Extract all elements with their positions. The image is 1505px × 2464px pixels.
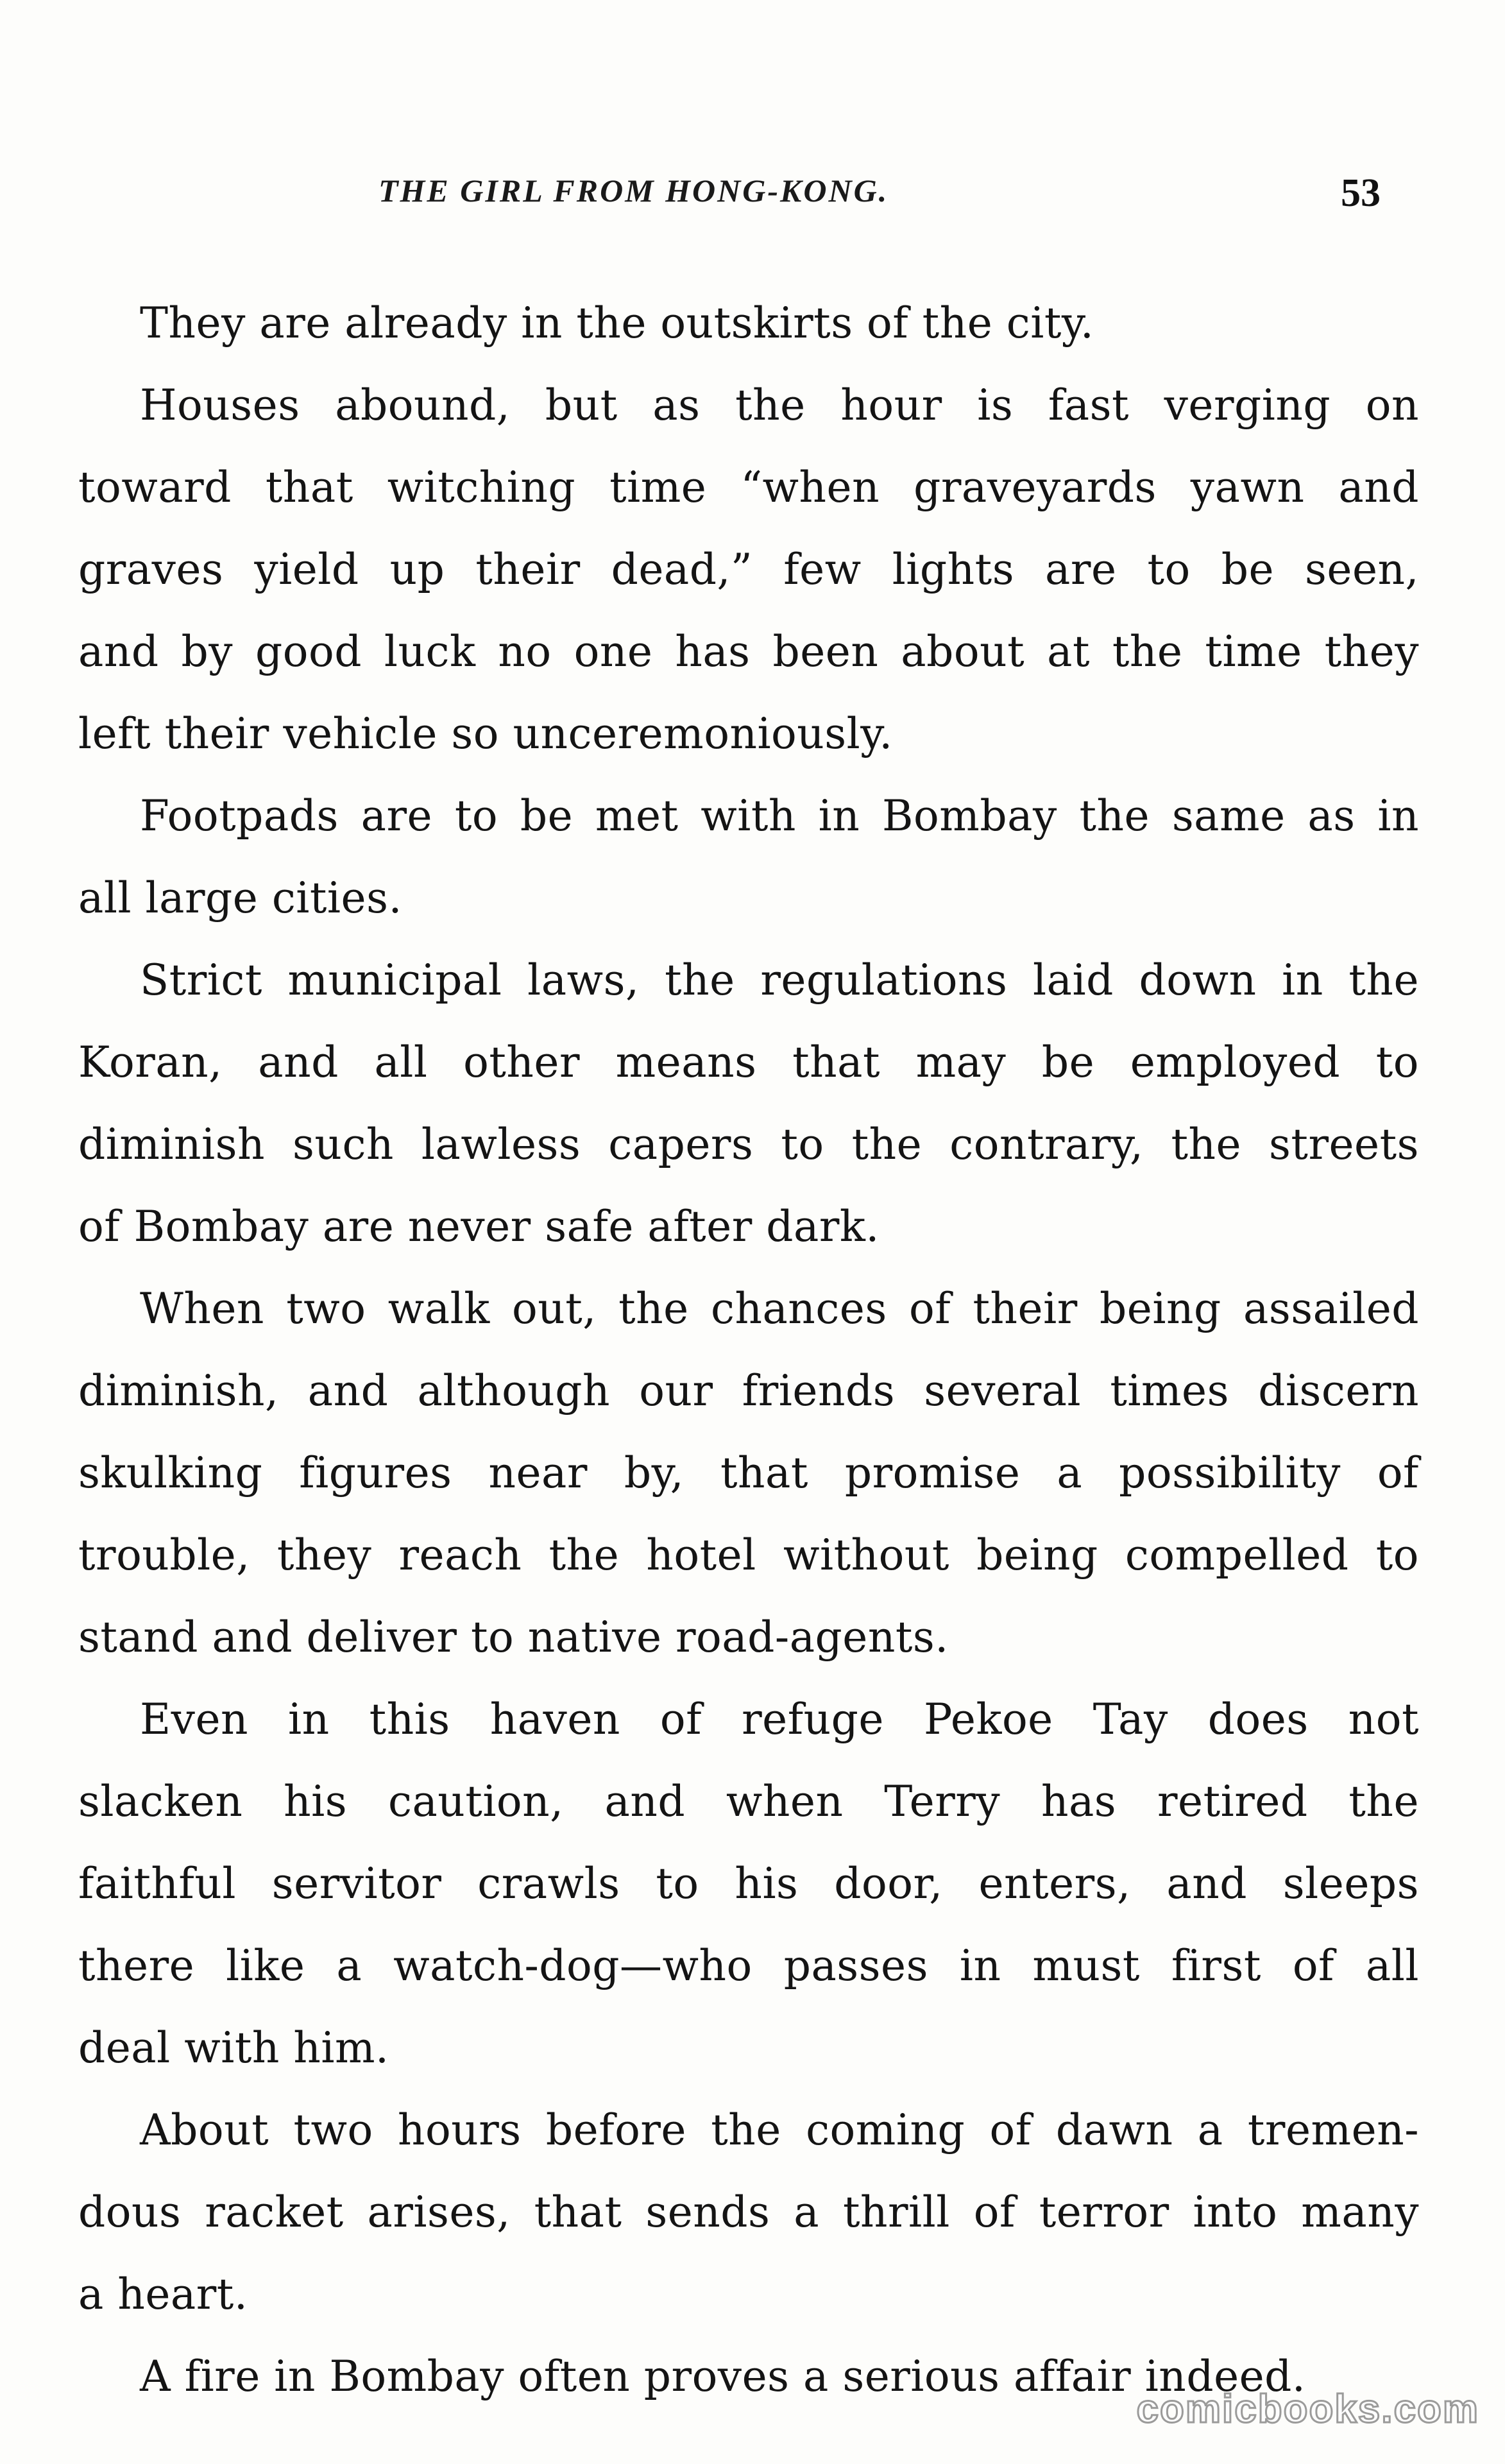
text-line: Strict municipal laws, the regulations laid down in the	[140, 955, 1419, 1005]
text-line: diminish such lawless capers to the contrary, the streets	[78, 1120, 1419, 1169]
page-number: 53	[1341, 171, 1381, 215]
running-head-title: THE GIRL FROM HONG-KONG.	[378, 173, 889, 209]
text-line: Even in this haven of refuge Pekoe Tay does not	[140, 1695, 1419, 1744]
watermark: comicbooks.com	[1136, 2387, 1479, 2431]
text-line: stand and deliver to native road-agents.	[78, 1613, 949, 1662]
paragraph	[78, 1679, 1419, 2089]
text-line: graves yield up their dead,” few lights are to be seen,	[78, 545, 1419, 594]
text-line: all large cities.	[78, 873, 402, 923]
paragraph	[78, 2089, 1419, 2336]
text-line: there like a watch-dog—who passes in must first of all	[78, 1941, 1419, 1990]
text-line: left their vehicle so unceremoniously.	[78, 709, 893, 758]
text-line: trouble, they reach the hotel without being compelled to	[78, 1530, 1419, 1580]
paragraph	[78, 1268, 1419, 1679]
text-line: diminish, and although our friends several times discern	[78, 1366, 1419, 1416]
text-line: Footpads are to be met with in Bombay the same as in	[140, 791, 1419, 841]
paragraph	[78, 775, 1419, 939]
text-line: When two walk out, the chances of their being assailed	[140, 1284, 1419, 1333]
text-line: Koran, and all other means that may be employed to	[78, 1038, 1419, 1087]
text-line: A fire in Bombay often proves a serious affair indeed.	[140, 2352, 1306, 2401]
text-line: toward that witching time “when graveyards yawn and	[78, 463, 1419, 512]
text-line: skulking figures near by, that promise a possibility of	[78, 1448, 1419, 1498]
text-line: of Bombay are never safe after dark.	[78, 1202, 880, 1251]
text-line: About two hours before the coming of dawn a tremen-	[140, 2105, 1419, 2155]
text-line: faithful servitor crawls to his door, enters, and sleeps	[78, 1859, 1419, 1908]
body-text	[78, 282, 1419, 2418]
text-line: Houses abound, but as the hour is fast verging on	[140, 381, 1419, 430]
paragraph	[78, 282, 1419, 364]
text-line: slacken his caution, and when Terry has retired the	[78, 1777, 1419, 1826]
text-line: dous racket arises, that sends a thrill of terror into many	[78, 2187, 1419, 2237]
text-line: a heart.	[78, 2270, 248, 2319]
paragraph	[78, 939, 1419, 1268]
paragraph	[78, 364, 1419, 775]
text-line: and by good luck no one has been about at the time they	[78, 627, 1419, 676]
text-line: deal with him.	[78, 2023, 389, 2073]
text-line: They are already in the outskirts of the city.	[140, 298, 1094, 348]
